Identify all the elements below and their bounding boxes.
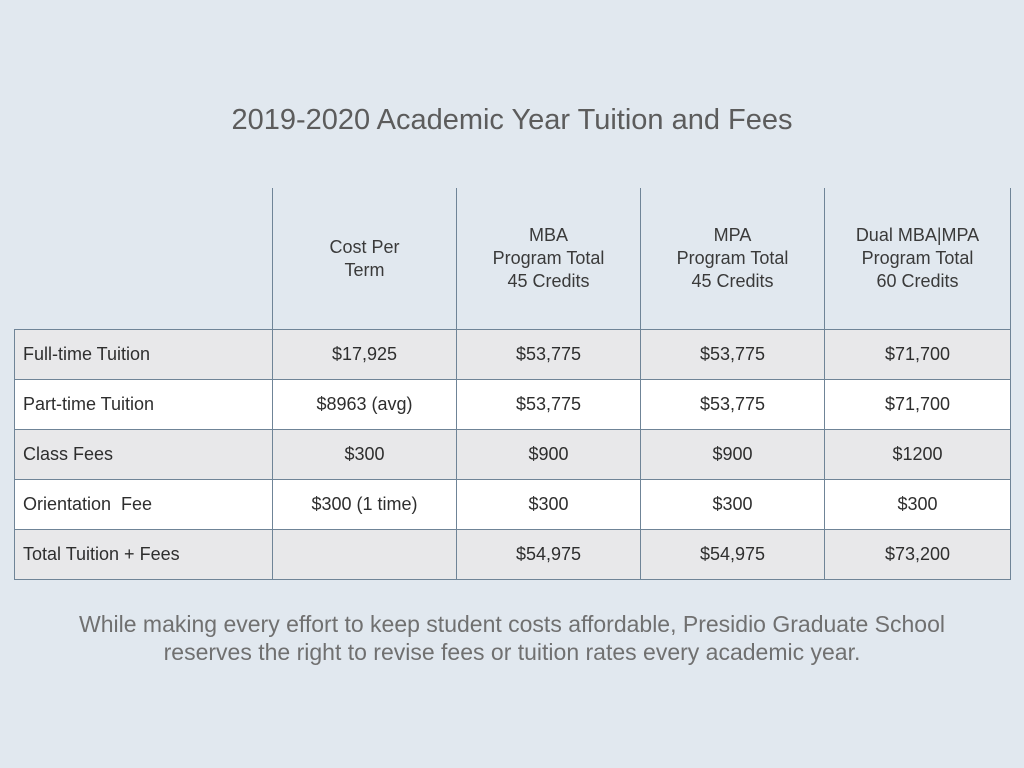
row-label: Total Tuition + Fees xyxy=(15,530,273,580)
table-cell: $1200 xyxy=(825,430,1011,480)
header-mba-total xyxy=(457,188,641,330)
row-label: Part-time Tuition xyxy=(15,380,273,430)
table-header-row xyxy=(15,188,1011,330)
table-cell: $8963 (avg) xyxy=(273,380,457,430)
tuition-table xyxy=(14,188,1011,580)
table-cell: $300 xyxy=(641,480,825,530)
table-row xyxy=(15,430,1011,480)
table-cell: $17,925 xyxy=(273,330,457,380)
table-cell: $71,700 xyxy=(825,330,1011,380)
header-text: Dual MBA|MPA xyxy=(855,225,980,245)
header-text: Program Total xyxy=(492,248,605,268)
header-text: Program Total xyxy=(861,248,974,268)
table-cell: $300 xyxy=(457,480,641,530)
table-cell: $54,975 xyxy=(641,530,825,580)
table-cell: $71,700 xyxy=(825,380,1011,430)
header-text: Term xyxy=(344,259,385,280)
header-cell-empty xyxy=(15,188,273,330)
table-cell: $53,775 xyxy=(457,330,641,380)
table-row xyxy=(15,480,1011,530)
header-text: MPA xyxy=(713,225,752,245)
header-text: MBA xyxy=(528,225,568,245)
header-mpa-total xyxy=(641,188,825,330)
table-row xyxy=(15,380,1011,430)
table-cell: $73,200 xyxy=(825,530,1011,580)
table-cell: $54,975 xyxy=(457,530,641,580)
table-cell: $53,775 xyxy=(641,330,825,380)
row-label: Orientation Fee xyxy=(15,480,273,530)
table-cell: $53,775 xyxy=(641,380,825,430)
header-text: 60 Credits xyxy=(876,271,959,291)
table-cell: $900 xyxy=(457,430,641,480)
header-text: 45 Credits xyxy=(691,271,774,291)
row-label: Full-time Tuition xyxy=(15,330,273,380)
row-label: Class Fees xyxy=(15,430,273,480)
table-cell: $300 xyxy=(825,480,1011,530)
table-cell xyxy=(273,530,457,580)
disclaimer-note xyxy=(0,610,1024,666)
header-text: Program Total xyxy=(676,248,789,268)
page-title: 2019-2020 Academic Year Tuition and Fees xyxy=(231,104,793,136)
table-row xyxy=(15,530,1011,580)
header-dual-total xyxy=(825,188,1011,330)
header-text: 45 Credits xyxy=(507,271,590,291)
table-cell: $53,775 xyxy=(457,380,641,430)
table-row xyxy=(15,330,1011,380)
table-cell: $900 xyxy=(641,430,825,480)
table-cell: $300 (1 time) xyxy=(273,480,457,530)
header-text: Cost Per xyxy=(329,236,400,257)
header-cost-per-term xyxy=(273,188,457,330)
disclaimer-line: reserves the right to revise fees or tuition rates every academic year. xyxy=(163,639,861,665)
table-cell: $300 xyxy=(273,430,457,480)
disclaimer-line: While making every effort to keep student costs affordable, Presidio Graduate School xyxy=(79,611,945,637)
